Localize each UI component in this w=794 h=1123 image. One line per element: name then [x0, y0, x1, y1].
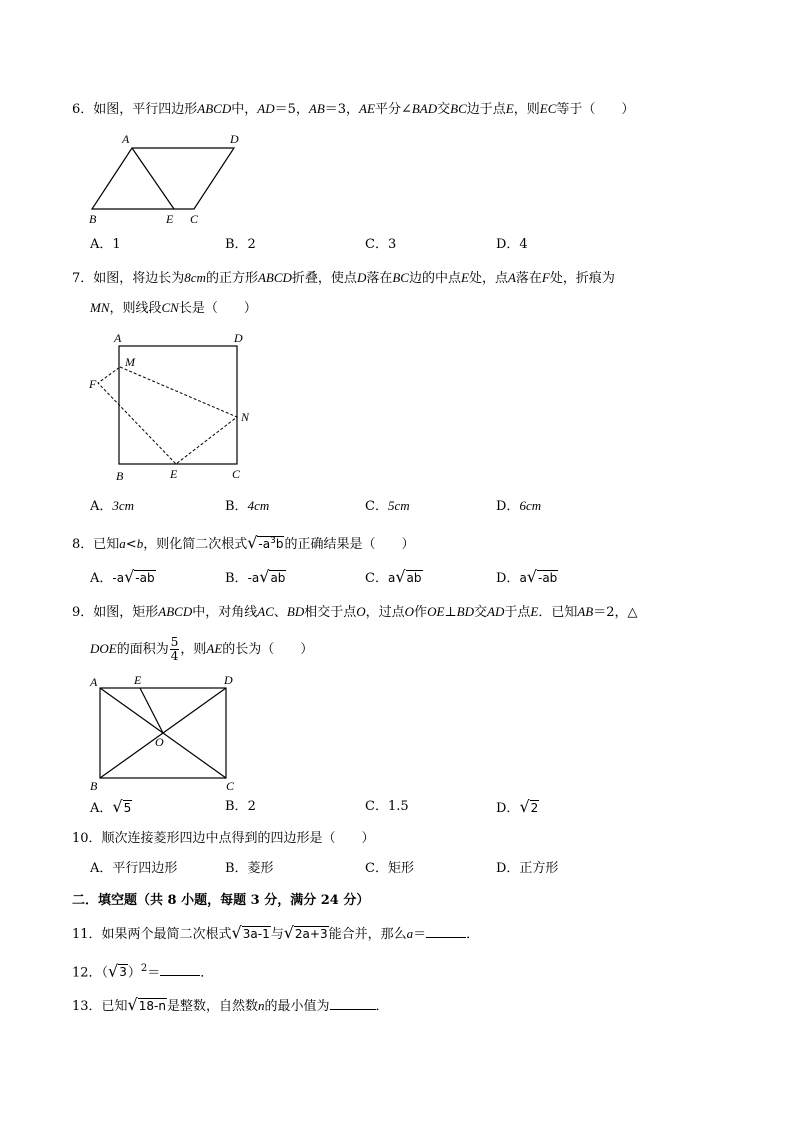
q7-option-letter: D．: [496, 499, 520, 514]
q6-var: ABCD: [197, 101, 232, 116]
q8-var: b: [136, 536, 144, 551]
q13-var: n: [257, 998, 265, 1013]
q7-text: 处，点: [468, 271, 508, 286]
q9-rectangle-figure: [84, 670, 244, 790]
sqrt-sign-icon: √: [247, 533, 258, 552]
q6-text: ＝5，: [274, 102, 309, 117]
q9-text: 的面积为: [116, 642, 169, 657]
q11-text: 能合并，那么: [328, 927, 407, 942]
q9-option-c[interactable]: [365, 798, 409, 816]
q6-text: ，则: [513, 102, 540, 117]
answer-blank[interactable]: [160, 963, 200, 976]
q8-option-letter: D．: [496, 571, 520, 586]
q7-var: 8cm: [184, 270, 206, 285]
q11-text: 11．如果两个最简二次根式: [72, 927, 232, 942]
q8-option-letter: B．: [225, 571, 248, 586]
q6-label-e: E: [166, 212, 174, 226]
q7-option-a[interactable]: [90, 497, 134, 516]
q7-text: 长是（ ）: [178, 301, 257, 316]
q7-option-value: 4cm: [247, 498, 270, 513]
sqrt-sign-icon: √: [127, 995, 138, 1014]
q8-text: 8．已知: [72, 537, 120, 552]
q8-exponent: 3: [270, 536, 276, 546]
q9-label-d: D: [224, 673, 233, 687]
q8-text: <: [125, 537, 137, 552]
q11-text: 与: [270, 927, 284, 942]
q11-var: a: [406, 926, 414, 941]
q9-fraction: [170, 636, 180, 663]
answer-blank[interactable]: [426, 925, 466, 938]
sqrt-sign-icon: √: [283, 923, 294, 942]
q7-label-d: D: [234, 331, 243, 345]
q9-label-c: C: [226, 779, 235, 790]
q8-option-radicand: ab: [406, 571, 422, 585]
q10-stem: 10．顺次连接菱形四边中点得到的四边形是（ ）: [72, 831, 375, 846]
q9-var: AB: [577, 604, 594, 619]
q9-text: 的长为（ ）: [222, 642, 314, 657]
q8-option-coef: a: [387, 571, 396, 585]
q9-text: 中，对角线: [192, 605, 258, 620]
q9-option-radicand: 5: [123, 801, 132, 815]
q9-option-letter: C．: [365, 799, 388, 814]
q8-text: 的正确结果是（ ）: [284, 537, 415, 552]
q7-option-b[interactable]: [225, 497, 269, 516]
q9-stem-line2: [90, 634, 313, 665]
q10-option-d[interactable]: D．正方形: [496, 861, 559, 876]
q8-option-letter: C．: [365, 571, 388, 586]
q8-option-radicand: ab: [270, 571, 286, 585]
q6-var: BAD: [411, 101, 438, 116]
sqrt-sign-icon: √: [259, 567, 270, 586]
q13-radicand: 18-n: [138, 999, 166, 1013]
q6-text: 交: [437, 102, 451, 117]
q13-text: ．: [375, 999, 389, 1014]
sqrt-sign-icon: √: [526, 567, 537, 586]
q11-text: ＝: [413, 927, 427, 942]
q7-var: E: [460, 270, 469, 285]
sqrt-sign-icon: √: [395, 567, 406, 586]
q6-parallelogram-figure: [84, 128, 254, 228]
q13-text: 是整数，自然数: [166, 999, 258, 1014]
q8-option-coef: a: [519, 571, 527, 585]
sqrt-sign-icon: √: [124, 567, 135, 586]
q9-var: O: [356, 604, 366, 619]
q7-label-f: F: [89, 377, 97, 391]
q11-radicand: 3a-1: [242, 927, 270, 941]
q6-text: 平分∠: [374, 102, 412, 117]
q6-label-a: A: [122, 132, 130, 146]
sqrt-sign-icon: √: [112, 797, 123, 816]
q9-text: ＝2，△: [593, 605, 638, 620]
q6-option-b[interactable]: B．2: [225, 237, 256, 252]
q8-option-coef: -a: [247, 571, 260, 585]
q12-radicand: 3: [119, 965, 127, 980]
q8-option-radicand: -ab: [135, 571, 155, 585]
q9-text: 交: [473, 605, 487, 620]
q7-option-letter: B．: [225, 499, 248, 514]
q7-text: 处，折痕为: [549, 271, 615, 286]
q9-option-b[interactable]: [225, 798, 256, 816]
q9-frac-num: 5: [170, 635, 179, 649]
q8-stem: [72, 532, 414, 554]
q9-text: 相交于点: [304, 605, 357, 620]
q7-var: MN: [90, 300, 110, 315]
q9-text: 作: [414, 605, 428, 620]
q6-var: AD: [257, 101, 275, 116]
q9-text: 、: [273, 605, 287, 620]
q7-var: BC: [392, 270, 409, 285]
q6-var: E: [505, 101, 514, 116]
q9-label-a: A: [90, 675, 98, 689]
q9-option-radicand: 2: [530, 801, 539, 815]
q9-var: ABCD: [158, 604, 193, 619]
q6-label-b: B: [89, 212, 97, 226]
q7-var: F: [541, 270, 550, 285]
q6-var: EC: [539, 101, 557, 116]
q7-option-c[interactable]: [365, 497, 410, 516]
q13-text: 的最小值为: [264, 999, 330, 1014]
q8-option-coef: -a: [112, 571, 125, 585]
q7-option-value: 6cm: [519, 498, 542, 513]
q9-option-d[interactable]: [496, 798, 539, 818]
q8-text: ，则化简二次根式: [143, 537, 248, 552]
q6-label-c: C: [190, 212, 199, 226]
q7-label-a: A: [114, 331, 122, 345]
q9-option-value: 1.5: [387, 799, 409, 814]
q9-text: ⊥: [444, 605, 457, 620]
q6-option-d[interactable]: D．4: [496, 237, 528, 252]
q9-var: AE: [206, 641, 223, 656]
q8-option-letter: A．: [90, 571, 113, 586]
q7-option-value: 3cm: [112, 498, 135, 513]
q6-stem: [72, 100, 634, 119]
q9-segment-oe: [140, 688, 163, 733]
q7-label-b: B: [116, 469, 124, 483]
q7-option-d[interactable]: [496, 497, 541, 516]
q10-option-a[interactable]: A．平行四边形: [90, 861, 178, 876]
q13-text: 13．已知: [72, 999, 128, 1014]
q7-option-letter: C．: [365, 499, 388, 514]
q7-text: ，则线段: [109, 301, 162, 316]
q12-text: ）: [127, 965, 141, 981]
q6-var: AB: [308, 101, 325, 116]
q6-var: BC: [450, 101, 467, 116]
q11-stem: [72, 924, 479, 944]
q6-option-a[interactable]: A．1: [90, 237, 121, 252]
q8-radicand: -a: [258, 537, 271, 551]
q9-var: BD: [286, 604, 305, 619]
q9-var: O: [404, 604, 415, 619]
q7-var: CN: [161, 300, 179, 315]
answer-blank[interactable]: [330, 997, 376, 1010]
sqrt-sign-icon: √: [108, 961, 119, 981]
q9-option-letter: A．: [90, 801, 113, 816]
q8-option-a[interactable]: [90, 568, 156, 588]
q9-option-letter: D．: [496, 801, 520, 816]
q8-radical: [247, 532, 284, 554]
q8-radicand: b: [275, 537, 284, 551]
q6-text: 中，: [231, 102, 258, 117]
q9-var: AD: [487, 604, 505, 619]
q8-var: a: [119, 536, 126, 551]
q9-text: ，过点: [365, 605, 405, 620]
q7-label-m: M: [125, 355, 135, 369]
q6-var: AE: [359, 101, 375, 116]
q6-label-d: D: [230, 132, 239, 146]
q9-var: OE: [427, 604, 445, 619]
q7-text: 落在: [366, 271, 393, 286]
q9-option-a[interactable]: [90, 798, 132, 818]
q7-option-value: 5cm: [387, 498, 410, 513]
q9-frac-den: 4: [170, 649, 179, 663]
q9-var: E: [530, 604, 539, 619]
q6-text: 边于点: [466, 102, 506, 117]
q9-text: ，则: [180, 642, 207, 657]
q8-option-b[interactable]: [225, 568, 286, 588]
q7-text: 折叠，使点: [291, 271, 357, 286]
q8-option-d[interactable]: [496, 568, 558, 588]
q9-text: 于点: [504, 605, 531, 620]
q7-stem-line2: [90, 299, 257, 318]
q7-text: 落在: [515, 271, 542, 286]
q9-label-b: B: [90, 779, 98, 790]
q10-option-c[interactable]: C．矩形: [365, 861, 414, 876]
q8-option-c[interactable]: [365, 568, 423, 588]
q8-option-radicand: -ab: [538, 571, 558, 585]
sqrt-sign-icon: √: [519, 797, 530, 816]
q6-text: 等于（ ）: [556, 102, 635, 117]
q7-label-c: C: [232, 467, 241, 481]
q12-text: ＝: [147, 965, 161, 981]
q6-text: 6．如图，平行四边形: [72, 102, 198, 117]
q7-label-e: E: [170, 467, 178, 481]
q10-option-b[interactable]: B．菱形: [225, 861, 274, 876]
q9-stem-line1: [72, 603, 638, 622]
q12-text: 12．（: [72, 965, 109, 981]
q13-stem: [72, 996, 389, 1016]
q6-option-c[interactable]: C．3: [365, 237, 397, 252]
q7-option-letter: A．: [90, 499, 113, 514]
q6-parallelogram: [92, 148, 234, 209]
q9-label-e: E: [134, 673, 142, 687]
q6-text: ＝3，: [324, 102, 360, 117]
q7-var: D: [356, 270, 367, 285]
q9-text: 9．如图，矩形: [72, 605, 159, 620]
q12-stem: [72, 960, 213, 982]
q7-text: 7．如图，将边长为: [72, 271, 185, 286]
q9-option-value: 2: [247, 799, 256, 814]
q7-var: A: [507, 270, 516, 285]
section-heading: 二．填空题（共 8 小题，每题 3 分，满分 24 分）: [72, 893, 370, 908]
q9-text: ．已知: [538, 605, 578, 620]
q9-var: DOE: [90, 641, 117, 656]
q9-var: BD: [456, 604, 474, 619]
q7-stem-line1: [72, 269, 615, 288]
q11-radicand: 2a+3: [294, 927, 328, 941]
q7-text: 的正方形: [205, 271, 258, 286]
q9-var: AC: [257, 604, 274, 619]
q9-label-o: O: [155, 735, 164, 749]
q7-text: 边的中点: [408, 271, 461, 286]
q12-text: ．: [200, 965, 214, 981]
q7-label-n: N: [241, 410, 250, 424]
sqrt-sign-icon: √: [231, 923, 242, 942]
q9-option-letter: B．: [225, 799, 248, 814]
q7-var: ABCD: [257, 270, 292, 285]
q6-bisector-ae: [132, 148, 174, 209]
q7-square-figure: [84, 328, 264, 488]
q12-exponent: 2: [140, 963, 148, 974]
q7-square: [119, 346, 237, 464]
q11-text: ．: [466, 927, 480, 942]
